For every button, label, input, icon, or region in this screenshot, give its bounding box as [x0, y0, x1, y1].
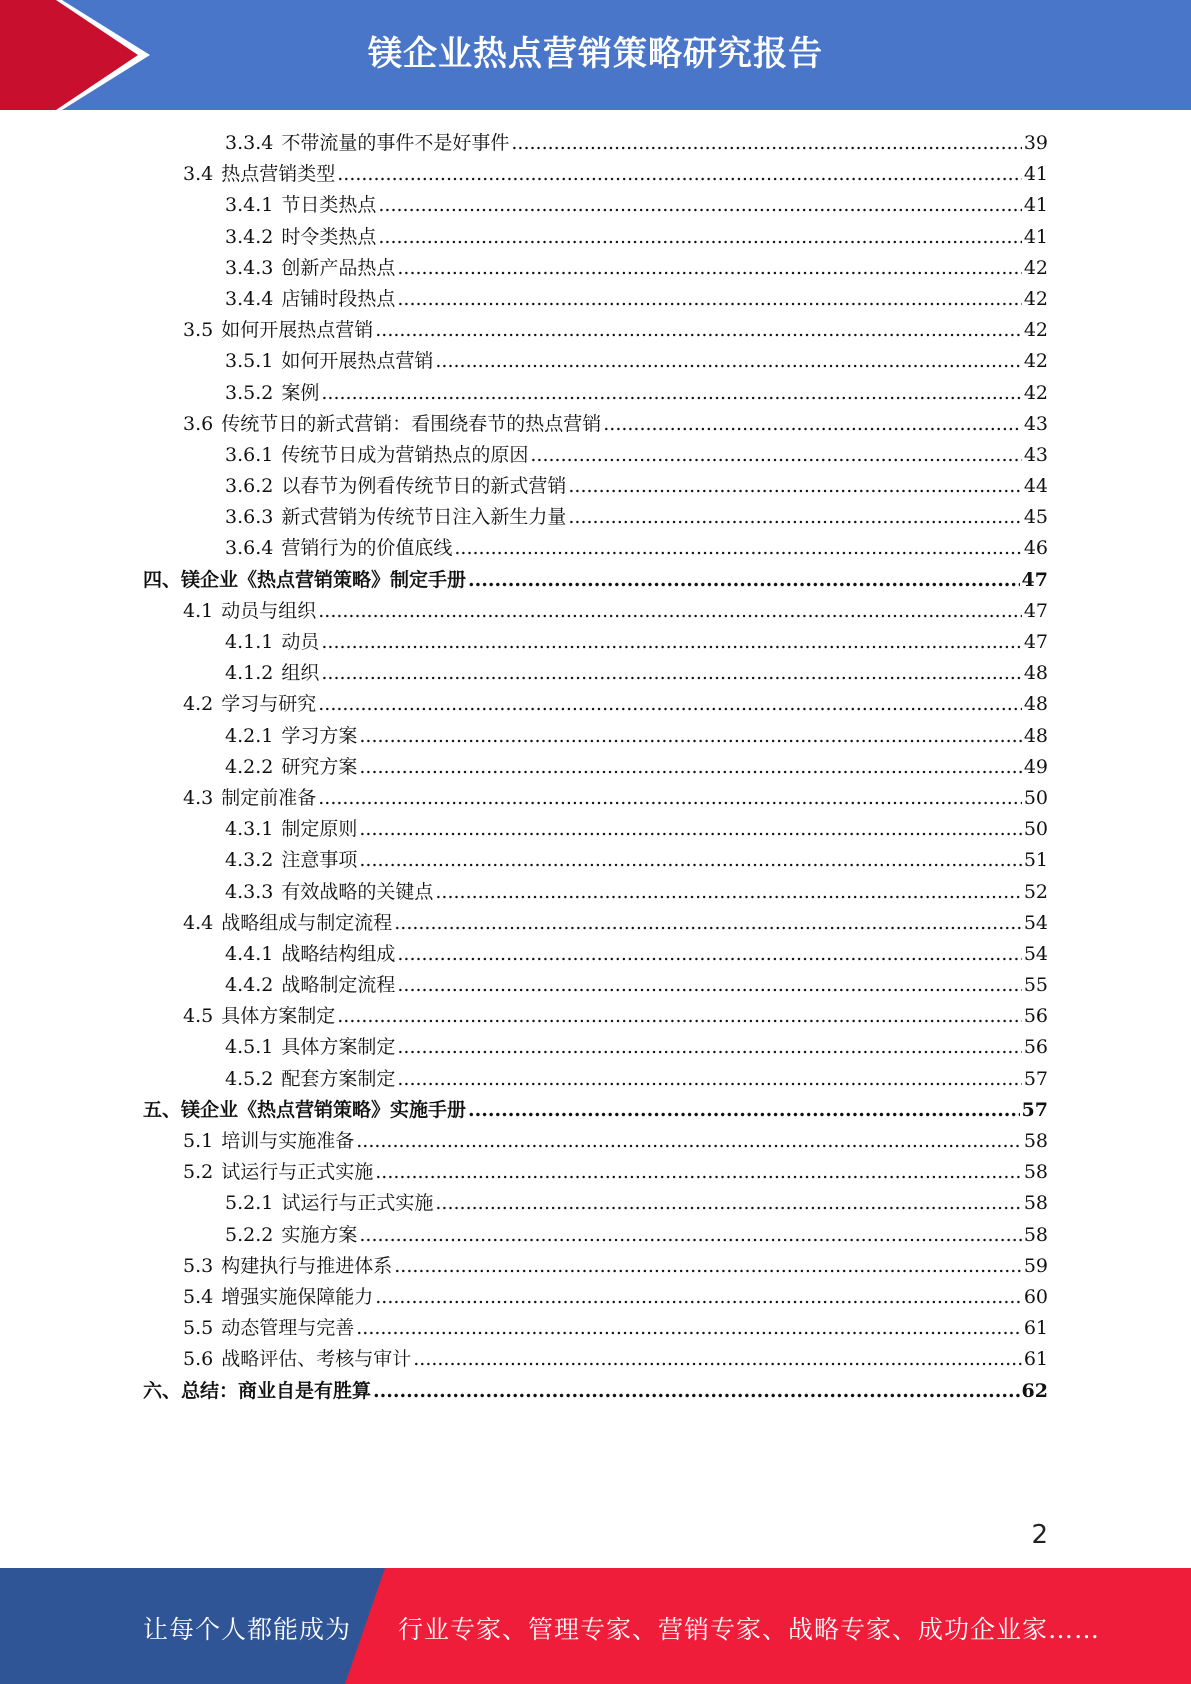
toc-entry[interactable]: [143, 845, 1048, 876]
toc-entry-number: 4.3: [183, 786, 214, 809]
toc-dot-leader: [373, 1380, 1020, 1402]
toc-entry-title: 案例: [281, 381, 320, 404]
toc-entry-page: 47: [1021, 568, 1048, 591]
toc-entry-number: 4.2.1: [225, 724, 274, 747]
toc-entry-page: 58: [1023, 1161, 1048, 1184]
toc-entry-number: 4.4: [183, 911, 214, 934]
toc-dot-leader: [397, 257, 1021, 279]
toc-entry-number: 4.3.2: [225, 849, 274, 872]
toc-entry-number: 4.4.2: [225, 974, 274, 997]
toc-entry[interactable]: [143, 1251, 1048, 1282]
toc-entry-page: 59: [1023, 1254, 1048, 1277]
toc-entry-page: 58: [1023, 1130, 1048, 1152]
toc-entry-number: 4.3.1: [225, 818, 274, 841]
toc-entry-page: 45: [1023, 506, 1048, 529]
toc-entry-page: 42: [1023, 381, 1048, 404]
toc-entry-title: 具体方案制定: [281, 1036, 396, 1059]
toc-entry-title: 有效战略的关键点: [281, 880, 434, 903]
page-header: [0, 0, 1191, 110]
toc-entry-number: 3.4.2: [225, 225, 274, 248]
toc-entry[interactable]: [143, 159, 1048, 190]
toc-entry-page: 57: [1021, 1098, 1048, 1121]
toc-entry-page: 44: [1023, 475, 1048, 498]
toc-entry-number: 3.4.3: [225, 256, 274, 279]
toc-entry[interactable]: [143, 939, 1048, 970]
toc-dot-leader: [321, 631, 1021, 653]
toc-entry-number: 5.3: [183, 1254, 214, 1277]
toc-entry-title: 动员: [281, 631, 320, 653]
toc-entry-number: 4.1.1: [225, 631, 274, 653]
toc-entry-title: 四、镁企业《热点营销策略》制定手册: [143, 568, 467, 591]
toc-entry-title: 实施方案: [281, 1223, 358, 1246]
toc-entry[interactable]: [143, 440, 1048, 471]
toc-entry-page: 61: [1023, 1317, 1048, 1340]
toc-dot-leader: [378, 194, 1021, 216]
page-number: 2: [1031, 1520, 1048, 1550]
toc-dot-leader: [568, 506, 1021, 528]
toc-entry-title: 制定前准备: [221, 786, 317, 809]
toc-entry-page: 46: [1023, 537, 1048, 560]
toc-entry-number: 3.5.2: [225, 381, 274, 404]
toc-entry[interactable]: [143, 721, 1048, 752]
toc-entry[interactable]: [143, 596, 1048, 627]
toc-entry-page: 42: [1023, 319, 1048, 342]
toc-dot-leader: [603, 413, 1022, 435]
footer-slogan-left: 让每个人都能成为: [143, 1615, 352, 1644]
toc-entry-page: 62: [1021, 1379, 1048, 1402]
toc-entry-title: 五、镁企业《热点营销策略》实施手册: [143, 1098, 467, 1121]
toc-dot-leader: [394, 912, 1022, 934]
toc-entry-title: 新式营销为传统节日注入新生力量: [281, 506, 567, 529]
toc-dot-leader: [359, 725, 1021, 747]
toc-entry-title: 研究方案: [281, 755, 358, 778]
toc-entry-page: 61: [1023, 1348, 1048, 1371]
toc-entry-title: 时令类热点: [281, 225, 377, 248]
toc-entry-title: 制定原则: [281, 818, 358, 841]
toc-entry[interactable]: [143, 1376, 1048, 1407]
toc-entry-page: 56: [1023, 1036, 1048, 1059]
toc-entry[interactable]: [143, 689, 1048, 720]
table-of-contents: [143, 128, 1048, 1407]
toc-entry-title: 以春节为例看传统节日的新式营销: [281, 475, 567, 498]
toc-entry-number: 5.2.1: [225, 1192, 274, 1215]
toc-entry-number: 3.5: [183, 319, 214, 342]
toc-entry[interactable]: [143, 814, 1048, 845]
toc-entry-page: 58: [1023, 1223, 1048, 1246]
toc-dot-leader: [318, 600, 1022, 622]
toc-dot-leader: [375, 1286, 1022, 1308]
toc-dot-leader: [468, 569, 1020, 591]
toc-entry-number: 5.2.2: [225, 1223, 274, 1246]
toc-entry-number: 3.6.1: [225, 443, 274, 466]
toc-entry[interactable]: [143, 315, 1048, 346]
toc-entry-title: 不带流量的事件不是好事件: [281, 132, 510, 154]
toc-dot-leader: [359, 756, 1021, 778]
toc-entry-page: 49: [1023, 755, 1048, 778]
toc-entry-number: 3.6.3: [225, 506, 274, 529]
toc-entry[interactable]: [143, 877, 1048, 908]
toc-entry-number: 4.1: [183, 599, 214, 622]
toc-dot-leader: [511, 132, 1021, 154]
toc-entry-title: 培训与实施准备: [221, 1130, 355, 1152]
toc-entry-number: 3.4.1: [225, 194, 274, 217]
toc-entry[interactable]: [143, 752, 1048, 783]
toc-entry-title: 战略结构组成: [281, 942, 396, 965]
toc-entry[interactable]: [143, 1313, 1048, 1344]
toc-entry-title: 具体方案制定: [221, 1005, 336, 1028]
toc-entry[interactable]: [143, 1282, 1048, 1313]
toc-entry-title: 动员与组织: [221, 599, 317, 622]
toc-entry[interactable]: [143, 627, 1048, 658]
toc-entry-title: 构建执行与推进体系: [221, 1254, 393, 1277]
toc-dot-leader: [356, 1130, 1022, 1152]
toc-entry[interactable]: [143, 783, 1048, 814]
toc-entry-title: 增强实施保障能力: [221, 1285, 374, 1308]
toc-entry[interactable]: [143, 378, 1048, 409]
toc-entry-title: 营销行为的价值底线: [281, 537, 453, 560]
toc-entry-title: 如何开展热点营销: [221, 319, 374, 342]
toc-entry[interactable]: [143, 1344, 1048, 1375]
toc-entry-title: 试运行与正式实施: [281, 1192, 434, 1215]
toc-entry-title: 战略评估、考核与审计: [221, 1348, 412, 1371]
toc-dot-leader: [375, 1161, 1022, 1183]
toc-entry-page: 57: [1023, 1067, 1048, 1090]
toc-entry[interactable]: [143, 253, 1048, 284]
toc-entry[interactable]: [143, 908, 1048, 939]
toc-entry-number: 4.2: [183, 693, 214, 716]
toc-entry-number: 5.1: [183, 1130, 214, 1152]
toc-dot-leader: [568, 475, 1021, 497]
toc-entry[interactable]: [143, 1157, 1048, 1188]
toc-dot-leader: [321, 662, 1021, 684]
toc-entry-number: 5.2: [183, 1161, 214, 1184]
toc-dot-leader: [318, 787, 1022, 809]
toc-entry-number: 4.3.3: [225, 880, 274, 903]
toc-entry-title: 节日类热点: [281, 194, 377, 217]
toc-entry-page: 47: [1023, 631, 1048, 653]
toc-entry[interactable]: [143, 1001, 1048, 1032]
toc-dot-leader: [378, 226, 1021, 248]
toc-dot-leader: [435, 1192, 1021, 1214]
toc-entry-page: 39: [1023, 132, 1048, 154]
toc-entry[interactable]: [143, 471, 1048, 502]
toc-dot-leader: [454, 537, 1021, 559]
toc-entry[interactable]: [143, 1095, 1048, 1126]
toc-dot-leader: [394, 1255, 1022, 1277]
toc-entry-number: 4.5.2: [225, 1067, 274, 1090]
toc-entry[interactable]: [143, 502, 1048, 533]
toc-entry-number: 4.5: [183, 1005, 214, 1028]
toc-entry-page: 43: [1023, 443, 1048, 466]
toc-entry-page: 42: [1023, 256, 1048, 279]
toc-entry-page: 42: [1023, 350, 1048, 373]
toc-entry-title: 试运行与正式实施: [221, 1161, 374, 1184]
toc-entry[interactable]: [143, 658, 1048, 689]
toc-entry[interactable]: [143, 533, 1048, 564]
toc-dot-leader: [356, 1317, 1022, 1339]
toc-entry-title: 如何开展热点营销: [281, 350, 434, 373]
toc-dot-leader: [435, 881, 1021, 903]
toc-entry-title: 传统节日的新式营销：看围绕春节的热点营销: [221, 412, 602, 435]
toc-entry-title: 传统节日成为营销热点的原因: [281, 443, 529, 466]
toc-entry-title: 动态管理与完善: [221, 1317, 355, 1340]
toc-entry-page: 55: [1023, 974, 1048, 997]
toc-entry-number: 3.6.4: [225, 537, 274, 560]
toc-dot-leader: [397, 1036, 1021, 1058]
toc-entry-title: 战略组成与制定流程: [221, 911, 393, 934]
toc-entry-title: 学习与研究: [221, 693, 317, 716]
toc-entry-page: 41: [1023, 194, 1048, 217]
toc-entry[interactable]: [143, 1188, 1048, 1219]
toc-dot-leader: [435, 350, 1021, 372]
toc-entry[interactable]: [143, 409, 1048, 440]
toc-entry-title: 组织: [281, 662, 320, 685]
header-title: 镁企业热点营销策略研究报告: [368, 34, 823, 74]
page-footer: [0, 1568, 1191, 1684]
toc-entry-page: 54: [1023, 911, 1048, 934]
toc-entry-number: 4.1.2: [225, 662, 274, 685]
toc-entry[interactable]: [143, 970, 1048, 1001]
toc-entry-page: 50: [1023, 818, 1048, 841]
toc-entry[interactable]: [143, 190, 1048, 221]
toc-entry-number: 3.4.4: [225, 287, 274, 310]
toc-entry-page: 48: [1023, 693, 1048, 716]
toc-entry-number: 4.2.2: [225, 755, 274, 778]
toc-entry-number: 3.6: [183, 412, 214, 435]
toc-dot-leader: [530, 444, 1021, 466]
toc-dot-leader: [359, 849, 1021, 871]
toc-entry-page: 54: [1023, 942, 1048, 965]
toc-dot-leader: [318, 693, 1022, 715]
toc-entry[interactable]: [143, 565, 1048, 596]
toc-dot-leader: [397, 943, 1021, 965]
toc-dot-leader: [321, 382, 1021, 404]
toc-entry-number: 5.5: [183, 1317, 214, 1340]
toc-entry-number: 3.6.2: [225, 475, 274, 498]
toc-entry-title: 战略制定流程: [281, 974, 396, 997]
toc-entry-page: 41: [1023, 163, 1048, 186]
toc-entry-page: 42: [1023, 287, 1048, 310]
toc-entry-page: 47: [1023, 599, 1048, 622]
toc-entry-page: 48: [1023, 662, 1048, 685]
toc-entry[interactable]: [143, 284, 1048, 315]
toc-entry-page: 50: [1023, 786, 1048, 809]
toc-dot-leader: [359, 818, 1021, 840]
toc-dot-leader: [397, 288, 1021, 310]
toc-entry-number: 3.5.1: [225, 350, 274, 373]
toc-entry-page: 51: [1023, 849, 1048, 872]
toc-entry-page: 48: [1023, 724, 1048, 747]
toc-entry-page: 52: [1023, 880, 1048, 903]
toc-entry-number: 4.4.1: [225, 942, 274, 965]
toc-entry-title: 配套方案制定: [281, 1067, 396, 1090]
toc-entry-title: 创新产品热点: [281, 256, 396, 279]
toc-entry[interactable]: [143, 1064, 1048, 1095]
toc-entry-title: 六、总结：商业自是有胜算: [143, 1379, 372, 1402]
toc-entry[interactable]: [143, 222, 1048, 253]
toc-dot-leader: [397, 974, 1021, 996]
toc-entry[interactable]: [143, 1126, 1048, 1157]
toc-dot-leader: [468, 1099, 1020, 1121]
toc-entry[interactable]: [143, 1220, 1048, 1251]
toc-dot-leader: [397, 1068, 1021, 1090]
toc-entry-number: 5.4: [183, 1285, 214, 1308]
toc-entry-page: 60: [1023, 1285, 1048, 1308]
toc-entry-number: 3.3.4: [225, 132, 274, 154]
toc-entry-title: 注意事项: [281, 849, 358, 872]
footer-slogan-right: 行业专家、管理专家、营销专家、战略专家、成功企业家……: [398, 1615, 1101, 1644]
toc-entry-page: 58: [1023, 1192, 1048, 1215]
toc-entry-page: 41: [1023, 225, 1048, 248]
toc-entry-title: 热点营销类型: [221, 163, 336, 186]
toc-entry-title: 店铺时段热点: [281, 287, 396, 310]
toc-dot-leader: [337, 1005, 1022, 1027]
toc-dot-leader: [375, 319, 1022, 341]
toc-entry-page: 56: [1023, 1005, 1048, 1028]
toc-entry-number: 3.4: [183, 163, 214, 186]
toc-dot-leader: [359, 1224, 1021, 1246]
toc-entry-number: 5.6: [183, 1348, 214, 1371]
toc-entry-number: 4.5.1: [225, 1036, 274, 1059]
toc-entry[interactable]: [143, 346, 1048, 377]
toc-entry-page: 43: [1023, 412, 1048, 435]
toc-dot-leader: [337, 163, 1022, 185]
toc-entry-title: 学习方案: [281, 724, 358, 747]
toc-entry[interactable]: [143, 1032, 1048, 1063]
toc-entry[interactable]: [143, 128, 1048, 159]
toc-dot-leader: [413, 1348, 1022, 1370]
